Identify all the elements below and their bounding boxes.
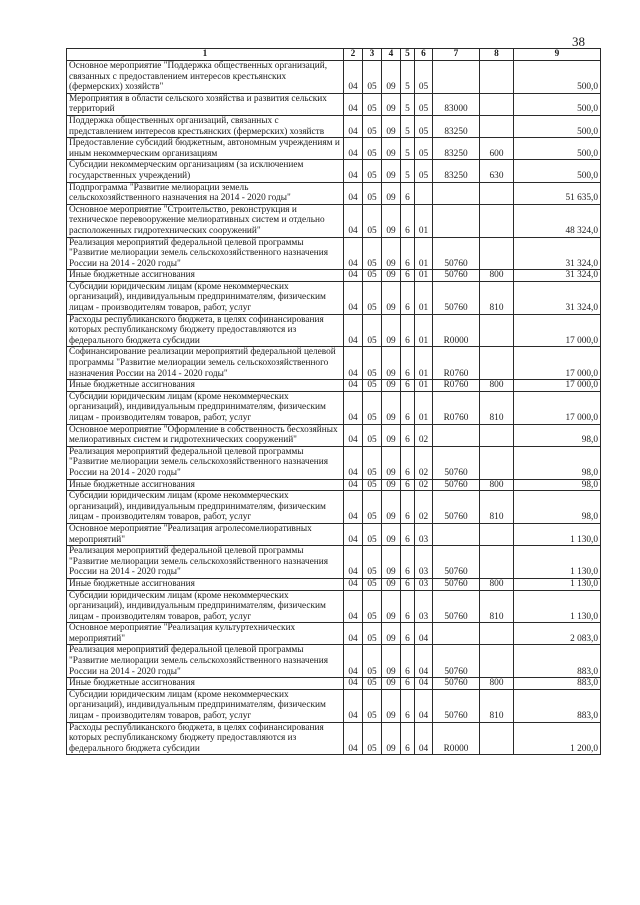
code-cell: 6: [401, 678, 415, 690]
column-header: 5: [401, 49, 415, 61]
code-cell: 5: [401, 138, 415, 160]
code-cell: 05: [363, 115, 382, 137]
page-number: 38: [572, 34, 585, 49]
code-cell: 6: [401, 204, 415, 237]
code-cell: 05: [363, 722, 382, 755]
table-row: [67, 678, 601, 690]
expense-type-cell: [480, 347, 514, 380]
code-cell: 04: [344, 204, 363, 237]
row-name-cell: Расходы республиканского бюджета, в целях софинансирования которых республиканскому бюджету предоставляются из федерального бюджета субсидии: [67, 314, 344, 347]
table-row: [67, 380, 601, 392]
expense-type-cell: [480, 645, 514, 678]
amount-cell: 1 130,0: [514, 578, 601, 590]
code-cell: 09: [382, 678, 401, 690]
row-name-cell: Реализация мероприятий федеральной целевой программы "Развитие мелиорации земель сельскохозяйственного назначения России на 2014 - 2020 годы": [67, 237, 344, 270]
code-cell: 09: [382, 314, 401, 347]
expense-type-cell: 800: [480, 380, 514, 392]
amount-cell: 1 200,0: [514, 722, 601, 755]
amount-cell: 1 130,0: [514, 590, 601, 623]
code-cell: 05: [363, 446, 382, 479]
code-cell: 09: [382, 380, 401, 392]
row-name-cell: Иные бюджетные ассигнования: [67, 678, 344, 690]
target-code-cell: [433, 182, 480, 204]
table-row: [67, 479, 601, 491]
amount-cell: 883,0: [514, 689, 601, 722]
code-cell: 6: [401, 281, 415, 314]
target-code-cell: [433, 61, 480, 94]
amount-cell: 500,0: [514, 93, 601, 115]
column-header: 2: [344, 49, 363, 61]
table-row: [67, 722, 601, 755]
code-cell: 05: [363, 61, 382, 94]
row-name-cell: Основное мероприятие "Оформление в собственность бесхозяйных мелиоративных систем и гидротехнических сооружений": [67, 424, 344, 446]
target-code-cell: 50760: [433, 446, 480, 479]
row-name-cell: Иные бюджетные ассигнования: [67, 270, 344, 282]
target-code-cell: 83250: [433, 115, 480, 137]
code-cell: [415, 182, 433, 204]
code-cell: 05: [363, 314, 382, 347]
target-code-cell: R0760: [433, 380, 480, 392]
code-cell: 05: [363, 546, 382, 579]
target-code-cell: 50760: [433, 479, 480, 491]
code-cell: 01: [415, 270, 433, 282]
code-cell: 05: [363, 424, 382, 446]
expense-type-cell: 800: [480, 270, 514, 282]
code-cell: 6: [401, 491, 415, 524]
code-cell: 09: [382, 689, 401, 722]
row-name-cell: Иные бюджетные ассигнования: [67, 479, 344, 491]
expense-type-cell: 810: [480, 491, 514, 524]
code-cell: 09: [382, 160, 401, 182]
expense-type-cell: [480, 182, 514, 204]
code-cell: 6: [401, 182, 415, 204]
code-cell: 04: [415, 722, 433, 755]
table-row: [67, 578, 601, 590]
code-cell: 04: [344, 491, 363, 524]
table-row: [67, 645, 601, 678]
budget-table: [66, 48, 601, 755]
row-name-cell: Подпрограмма "Развитие мелиорации земель сельскохозяйственного назначения на 2014 - 2020 годы": [67, 182, 344, 204]
row-name-cell: Субсидии юридическим лицам (кроме некоммерческих организаций), индивидуальным предпринимателям, физическим лицам - производителям товаров, работ, услуг: [67, 391, 344, 424]
code-cell: 5: [401, 61, 415, 94]
expense-type-cell: [480, 546, 514, 579]
target-code-cell: 50760: [433, 546, 480, 579]
table-row: [67, 491, 601, 524]
code-cell: 05: [363, 204, 382, 237]
code-cell: 04: [344, 61, 363, 94]
column-header: 7: [433, 49, 480, 61]
code-cell: 09: [382, 270, 401, 282]
code-cell: 09: [382, 590, 401, 623]
code-cell: 01: [415, 391, 433, 424]
code-cell: 05: [363, 237, 382, 270]
expense-type-cell: 800: [480, 479, 514, 491]
code-cell: 09: [382, 446, 401, 479]
column-header: 9: [514, 49, 601, 61]
amount-cell: 98,0: [514, 424, 601, 446]
table-row: [67, 590, 601, 623]
table-row: [67, 281, 601, 314]
code-cell: 04: [344, 281, 363, 314]
expense-type-cell: [480, 115, 514, 137]
amount-cell: 31 324,0: [514, 281, 601, 314]
code-cell: 02: [415, 479, 433, 491]
code-cell: 05: [363, 138, 382, 160]
table-row: [67, 160, 601, 182]
row-name-cell: Иные бюджетные ассигнования: [67, 380, 344, 392]
target-code-cell: 50760: [433, 645, 480, 678]
target-code-cell: R0760: [433, 347, 480, 380]
amount-cell: 500,0: [514, 138, 601, 160]
expense-type-cell: 630: [480, 160, 514, 182]
code-cell: 05: [363, 645, 382, 678]
target-code-cell: 83250: [433, 160, 480, 182]
code-cell: 04: [344, 722, 363, 755]
row-name-cell: Субсидии юридическим лицам (кроме некоммерческих организаций), индивидуальным предпринимателям, физическим лицам - производителям товаров, работ, услуг: [67, 689, 344, 722]
code-cell: 05: [363, 590, 382, 623]
table-row: [67, 182, 601, 204]
code-cell: 5: [401, 160, 415, 182]
code-cell: 05: [363, 623, 382, 645]
expense-type-cell: [480, 424, 514, 446]
row-name-cell: Предоставление субсидий бюджетным, автономным учреждениям и иным некоммерческим организациям: [67, 138, 344, 160]
code-cell: 05: [363, 160, 382, 182]
table-row: [67, 523, 601, 545]
code-cell: 6: [401, 645, 415, 678]
row-name-cell: Реализация мероприятий федеральной целевой программы "Развитие мелиорации земель сельскохозяйственного назначения России на 2014 - 2020 годы": [67, 446, 344, 479]
column-header: 3: [363, 49, 382, 61]
code-cell: 03: [415, 546, 433, 579]
code-cell: 6: [401, 446, 415, 479]
code-cell: 05: [363, 523, 382, 545]
expense-type-cell: [480, 204, 514, 237]
code-cell: 6: [401, 590, 415, 623]
column-header: 8: [480, 49, 514, 61]
expense-type-cell: 810: [480, 281, 514, 314]
target-code-cell: 50760: [433, 491, 480, 524]
header-row: [67, 49, 601, 61]
target-code-cell: 50760: [433, 590, 480, 623]
code-cell: 09: [382, 237, 401, 270]
code-cell: 05: [363, 391, 382, 424]
code-cell: 01: [415, 204, 433, 237]
code-cell: 05: [363, 689, 382, 722]
code-cell: 02: [415, 491, 433, 524]
table-row: [67, 446, 601, 479]
code-cell: 04: [344, 678, 363, 690]
amount-cell: 1 130,0: [514, 523, 601, 545]
table-row: [67, 546, 601, 579]
code-cell: 01: [415, 347, 433, 380]
code-cell: 09: [382, 491, 401, 524]
row-name-cell: Основное мероприятие "Строительство, реконструкция и техническое перевооружение мелиоративных систем и отдельно расположенных гидротехнических сооружений": [67, 204, 344, 237]
code-cell: 02: [415, 424, 433, 446]
row-name-cell: Поддержка общественных организаций, связанных с представлением интересов крестьянских (фермерских) хозяйств: [67, 115, 344, 137]
code-cell: 04: [344, 590, 363, 623]
code-cell: 6: [401, 314, 415, 347]
code-cell: 03: [415, 578, 433, 590]
code-cell: 05: [363, 93, 382, 115]
code-cell: 09: [382, 204, 401, 237]
code-cell: 09: [382, 546, 401, 579]
code-cell: 04: [344, 314, 363, 347]
row-name-cell: Основное мероприятие "Реализация культуртехнических мероприятий": [67, 623, 344, 645]
code-cell: 04: [344, 138, 363, 160]
column-header: 1: [67, 49, 344, 61]
amount-cell: 31 324,0: [514, 270, 601, 282]
row-name-cell: Основное мероприятие "Реализация агролесомелиоративных мероприятий": [67, 523, 344, 545]
code-cell: 09: [382, 722, 401, 755]
code-cell: 01: [415, 380, 433, 392]
amount-cell: 98,0: [514, 446, 601, 479]
code-cell: 04: [344, 380, 363, 392]
amount-cell: 48 324,0: [514, 204, 601, 237]
amount-cell: 883,0: [514, 678, 601, 690]
code-cell: 04: [415, 689, 433, 722]
code-cell: 04: [344, 391, 363, 424]
code-cell: 05: [415, 138, 433, 160]
amount-cell: 883,0: [514, 645, 601, 678]
code-cell: 5: [401, 115, 415, 137]
row-name-cell: Мероприятия в области сельского хозяйства и развития сельских территорий: [67, 93, 344, 115]
code-cell: 09: [382, 424, 401, 446]
code-cell: 6: [401, 391, 415, 424]
code-cell: 6: [401, 479, 415, 491]
code-cell: 04: [344, 347, 363, 380]
expense-type-cell: [480, 93, 514, 115]
code-cell: 5: [401, 93, 415, 115]
code-cell: 04: [344, 182, 363, 204]
target-code-cell: [433, 523, 480, 545]
code-cell: 6: [401, 623, 415, 645]
table-row: [67, 391, 601, 424]
code-cell: 09: [382, 182, 401, 204]
row-name-cell: Реализация мероприятий федеральной целевой программы "Развитие мелиорации земель сельскохозяйственного назначения России на 2014 - 2020 годы": [67, 546, 344, 579]
row-name-cell: Иные бюджетные ассигнования: [67, 578, 344, 590]
code-cell: 6: [401, 578, 415, 590]
target-code-cell: 50760: [433, 270, 480, 282]
code-cell: 6: [401, 689, 415, 722]
amount-cell: 2 083,0: [514, 623, 601, 645]
expense-type-cell: [480, 237, 514, 270]
code-cell: 6: [401, 546, 415, 579]
amount-cell: 17 000,0: [514, 347, 601, 380]
row-name-cell: Основное мероприятие "Поддержка общественных организаций, связанных с предоставлением интересов крестьянских (фермерских) хозяйств": [67, 61, 344, 94]
table-row: [67, 424, 601, 446]
table-row: [67, 270, 601, 282]
code-cell: 02: [415, 446, 433, 479]
target-code-cell: 50760: [433, 678, 480, 690]
amount-cell: 98,0: [514, 479, 601, 491]
code-cell: 04: [344, 578, 363, 590]
code-cell: 01: [415, 314, 433, 347]
code-cell: 05: [363, 380, 382, 392]
target-code-cell: 83250: [433, 138, 480, 160]
code-cell: 04: [415, 645, 433, 678]
code-cell: 04: [344, 479, 363, 491]
code-cell: 05: [363, 491, 382, 524]
amount-cell: 1 130,0: [514, 546, 601, 579]
code-cell: 05: [363, 270, 382, 282]
row-name-cell: Субсидии юридическим лицам (кроме некоммерческих организаций), индивидуальным предпринимателям, физическим лицам - производителям товаров, работ, услуг: [67, 491, 344, 524]
code-cell: 05: [363, 578, 382, 590]
target-code-cell: 50760: [433, 237, 480, 270]
code-cell: 09: [382, 578, 401, 590]
code-cell: 09: [382, 479, 401, 491]
target-code-cell: [433, 204, 480, 237]
code-cell: 03: [415, 590, 433, 623]
expense-type-cell: 600: [480, 138, 514, 160]
code-cell: 09: [382, 391, 401, 424]
amount-cell: 31 324,0: [514, 237, 601, 270]
code-cell: 04: [344, 689, 363, 722]
expense-type-cell: [480, 623, 514, 645]
amount-cell: 500,0: [514, 61, 601, 94]
code-cell: 05: [363, 347, 382, 380]
code-cell: 04: [344, 115, 363, 137]
code-cell: 09: [382, 623, 401, 645]
expense-type-cell: [480, 446, 514, 479]
table-row: [67, 623, 601, 645]
code-cell: 09: [382, 61, 401, 94]
code-cell: 09: [382, 347, 401, 380]
code-cell: 05: [363, 281, 382, 314]
code-cell: 04: [344, 446, 363, 479]
code-cell: 09: [382, 281, 401, 314]
code-cell: 09: [382, 138, 401, 160]
code-cell: 03: [415, 523, 433, 545]
code-cell: 04: [344, 523, 363, 545]
code-cell: 05: [415, 160, 433, 182]
amount-cell: 500,0: [514, 115, 601, 137]
amount-cell: 17 000,0: [514, 314, 601, 347]
row-name-cell: Реализация мероприятий федеральной целевой программы "Развитие мелиорации земель сельскохозяйственного назначения России на 2014 - 2020 годы": [67, 645, 344, 678]
code-cell: 05: [415, 115, 433, 137]
code-cell: 05: [415, 61, 433, 94]
code-cell: 6: [401, 722, 415, 755]
code-cell: 6: [401, 523, 415, 545]
row-name-cell: Субсидии юридическим лицам (кроме некоммерческих организаций), индивидуальным предпринимателям, физическим лицам - производителям товаров, работ, услуг: [67, 281, 344, 314]
amount-cell: 500,0: [514, 160, 601, 182]
code-cell: 6: [401, 237, 415, 270]
code-cell: 09: [382, 93, 401, 115]
target-code-cell: [433, 424, 480, 446]
code-cell: 6: [401, 270, 415, 282]
table-row: [67, 314, 601, 347]
code-cell: 04: [344, 424, 363, 446]
code-cell: 04: [344, 546, 363, 579]
expense-type-cell: 810: [480, 590, 514, 623]
code-cell: 05: [415, 93, 433, 115]
target-code-cell: 50760: [433, 281, 480, 314]
table-row: [67, 689, 601, 722]
code-cell: 04: [344, 270, 363, 282]
expense-type-cell: 800: [480, 578, 514, 590]
code-cell: 04: [344, 93, 363, 115]
expense-type-cell: [480, 314, 514, 347]
expense-type-cell: [480, 61, 514, 94]
target-code-cell: R0000: [433, 722, 480, 755]
code-cell: 04: [344, 645, 363, 678]
column-header: 4: [382, 49, 401, 61]
row-name-cell: Расходы республиканского бюджета, в целях софинансирования которых республиканскому бюджету предоставляются из федерального бюджета субсидии: [67, 722, 344, 755]
amount-cell: 98,0: [514, 491, 601, 524]
expense-type-cell: 810: [480, 391, 514, 424]
target-code-cell: [433, 623, 480, 645]
table-row: [67, 237, 601, 270]
code-cell: 05: [363, 182, 382, 204]
code-cell: 09: [382, 523, 401, 545]
amount-cell: 51 635,0: [514, 182, 601, 204]
target-code-cell: 50760: [433, 578, 480, 590]
target-code-cell: R0760: [433, 391, 480, 424]
code-cell: 01: [415, 281, 433, 314]
code-cell: 04: [415, 623, 433, 645]
expense-type-cell: [480, 722, 514, 755]
row-name-cell: Софинансирование реализации мероприятий федеральной целевой программы "Развитие мелиорации земель сельскохозяйственного назначения России на 2014 - 2020 годы": [67, 347, 344, 380]
row-name-cell: Субсидии некоммерческим организациям (за исключением государственных учреждений): [67, 160, 344, 182]
table-row: [67, 93, 601, 115]
code-cell: 09: [382, 645, 401, 678]
table-row: [67, 138, 601, 160]
expense-type-cell: 810: [480, 689, 514, 722]
code-cell: 04: [344, 160, 363, 182]
target-code-cell: 50760: [433, 689, 480, 722]
table-row: [67, 115, 601, 137]
table-row: [67, 61, 601, 94]
code-cell: 6: [401, 424, 415, 446]
expense-type-cell: 800: [480, 678, 514, 690]
row-name-cell: Субсидии юридическим лицам (кроме некоммерческих организаций), индивидуальным предпринимателям, физическим лицам - производителям товаров, работ, услуг: [67, 590, 344, 623]
expense-type-cell: [480, 523, 514, 545]
code-cell: 6: [401, 380, 415, 392]
code-cell: 05: [363, 479, 382, 491]
code-cell: 6: [401, 347, 415, 380]
table-body: [67, 61, 601, 755]
code-cell: 01: [415, 237, 433, 270]
table-row: [67, 204, 601, 237]
code-cell: 04: [344, 237, 363, 270]
code-cell: 09: [382, 115, 401, 137]
column-header: 6: [415, 49, 433, 61]
code-cell: 05: [363, 678, 382, 690]
table-row: [67, 347, 601, 380]
amount-cell: 17 000,0: [514, 391, 601, 424]
target-code-cell: R0000: [433, 314, 480, 347]
amount-cell: 17 000,0: [514, 380, 601, 392]
code-cell: 04: [344, 623, 363, 645]
target-code-cell: 83000: [433, 93, 480, 115]
code-cell: 04: [415, 678, 433, 690]
